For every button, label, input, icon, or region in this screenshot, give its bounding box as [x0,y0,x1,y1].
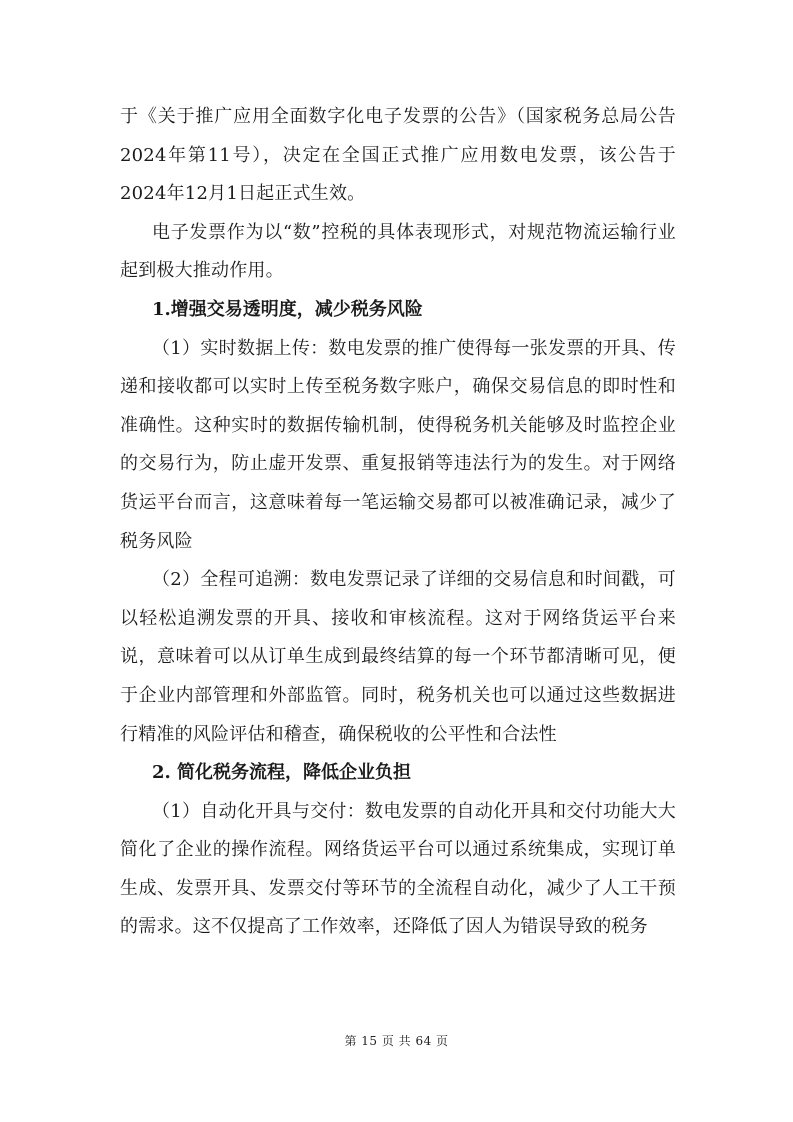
document-body [120,98,676,947]
paragraph-3: （1）实时数据上传：数电发票的推广使得每一张发票的开具、传递和接收都可以实时上传至税务数字账户，确保交易信息的即时性和准确性。这种实时的数据传输机制，使得税务机关能够及时监控企业的交易行为，防止虚开发票、重复报销等违法行为的发生。对于网络货运平台而言，这意味着每一笔运输交易都可以被准确记录，减少了税务风险 [120,337,676,552]
paragraph-5: （1）自动化开具与交付：数电发票的自动化开具和交付功能大大简化了企业的操作流程。网络货运平台可以通过系统集成，实现订单生成、发票开具、发票交付等环节的全流程自动化，减少了人工干预的需求。这不仅提高了工作效率，还降低了因人为错误导致的税务 [120,800,676,938]
section-heading-1: 1.增强交易透明度，减少税务风险 [152,298,423,320]
page-footer: 第 15 页 共 64 页 [344,1034,449,1048]
paragraph-4: （2）全程可追溯：数电发票记录了详细的交易信息和时间戳，可以轻松追溯发票的开具、接收和审核流程。这对于网络货运平台来说，意味着可以从订单生成到最终结算的每一个环节都清晰可见，便于企业内部管理和外部监管。同时，税务机关也可以通过这些数据进行精准的风险评估和稽查，确保税收的公平性和合法性 [120,569,676,745]
paragraph-1: 于《关于推广应用全面数字化电子发票的公告》（国家税务总局公告2024年第11号），决定在全国正式推广应用数电发票，该公告于2024年12月1日起正式生效。 [120,106,676,205]
paragraph-2: 电子发票作为以“数”控税的具体表现形式，对规范物流运输行业起到极大推动作用。 [120,221,676,282]
section-heading-2: 2. 简化税务流程，降低企业负担 [152,762,412,784]
